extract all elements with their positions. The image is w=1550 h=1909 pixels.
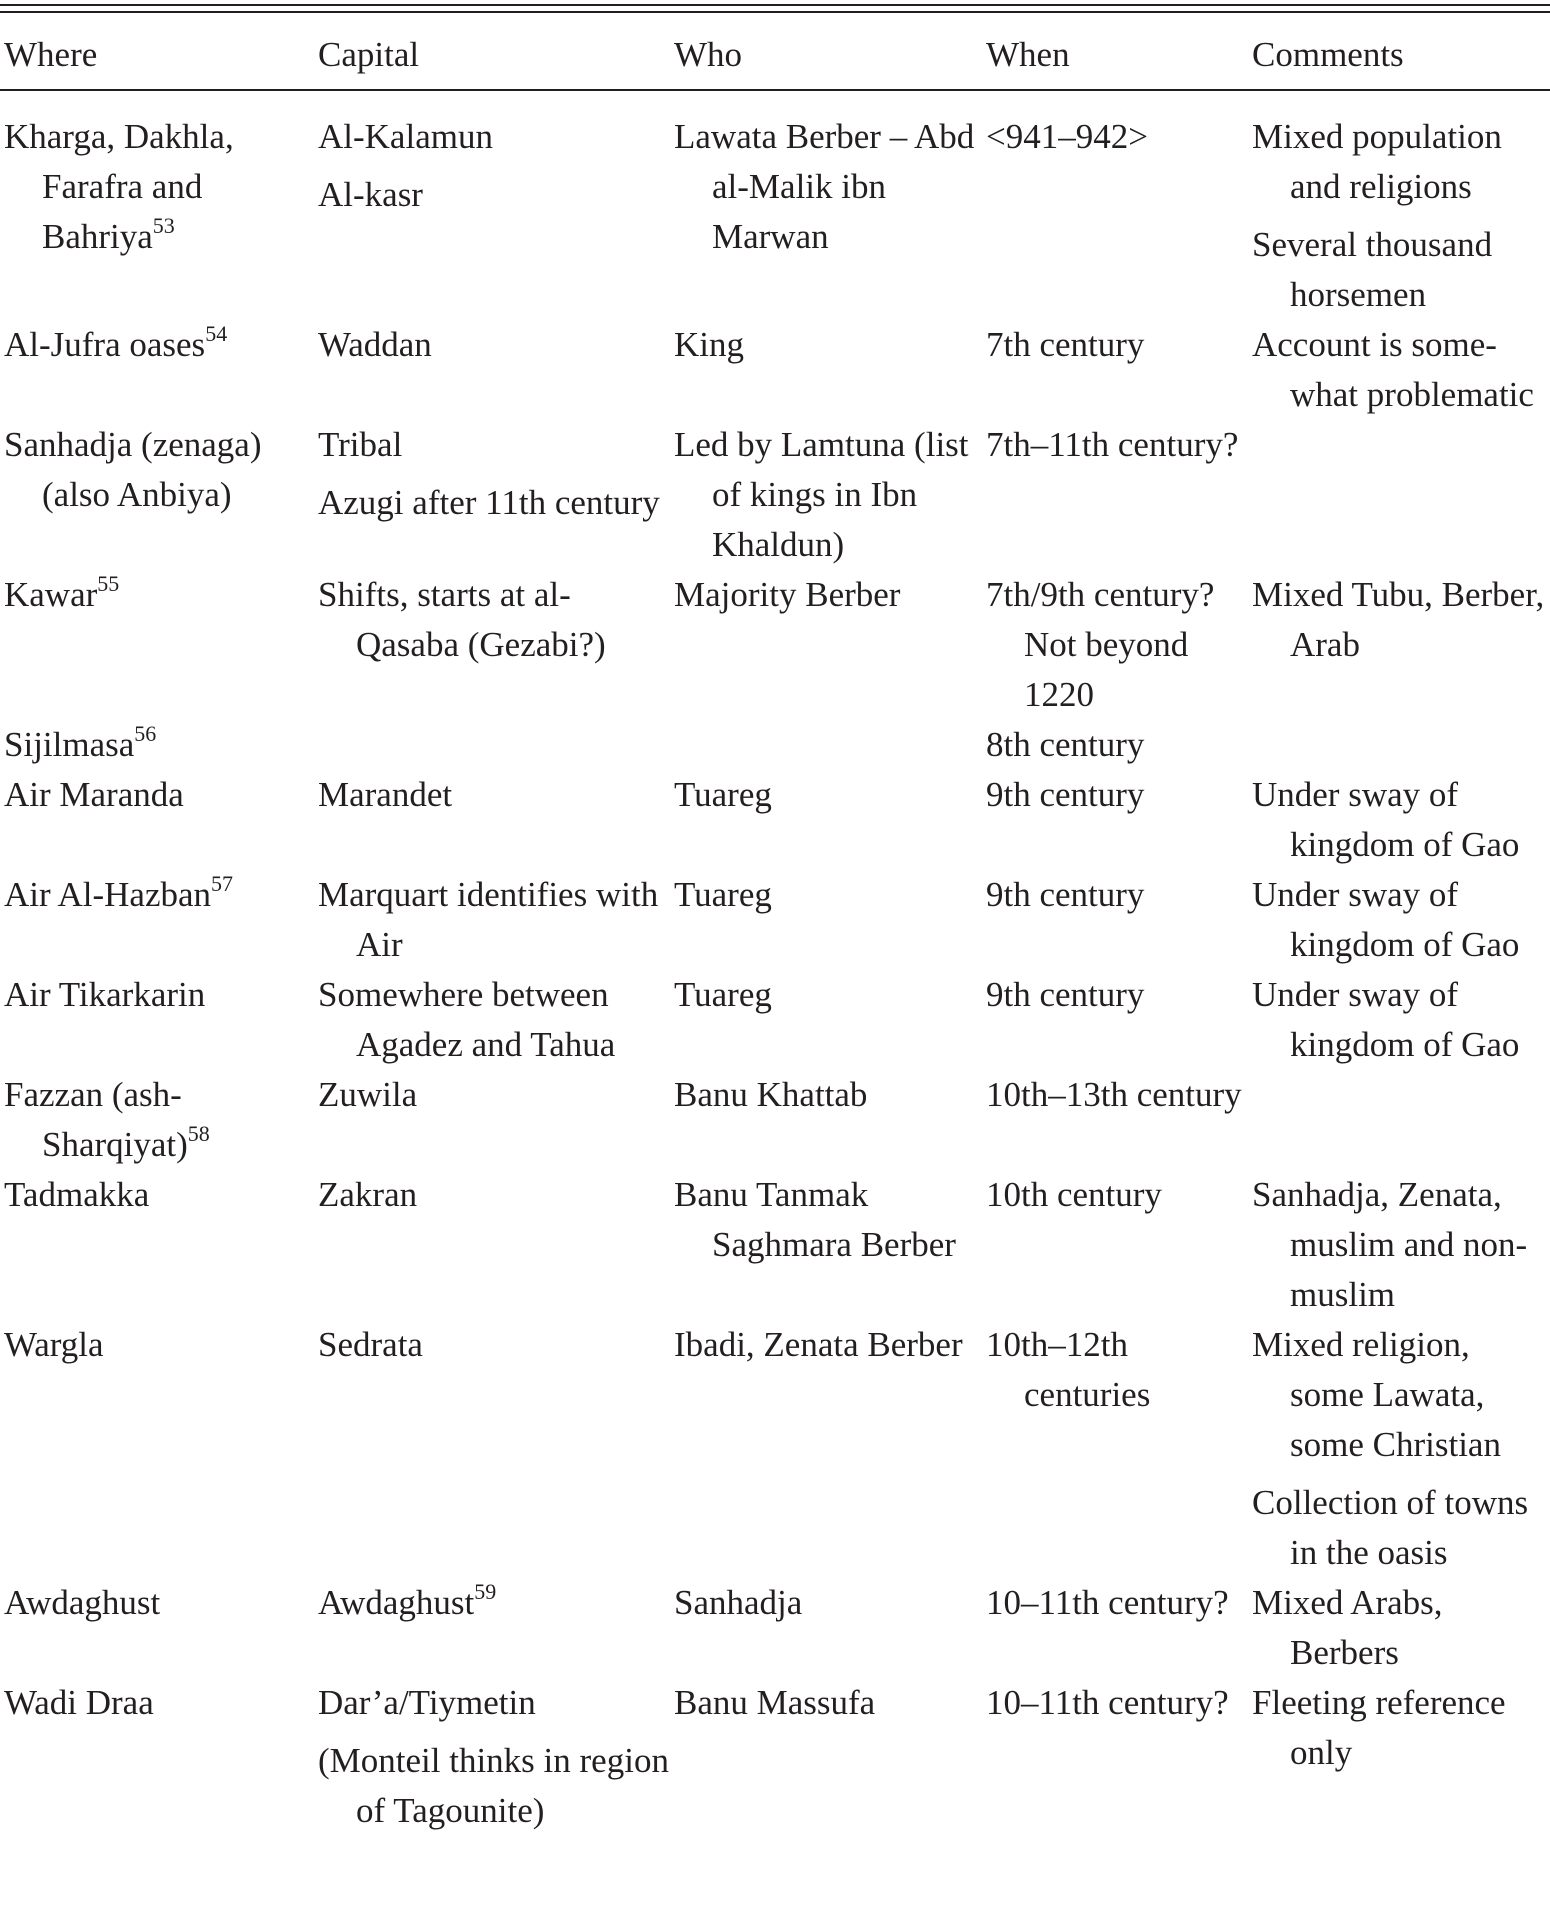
cell-text: Air Al-Hazban$^{57}$ (4, 871, 234, 914)
cell-text: 7th/9th century? Not beyond 1220 (986, 575, 1215, 714)
cell-text: Led by Lamtuna (list of kings in Ibn Khaldun) (674, 425, 969, 564)
cell-text: Sanhadja (zenaga) (also Anbiya) (4, 425, 262, 514)
cell-comments (1248, 870, 1550, 970)
cell-comments (1248, 1320, 1550, 1578)
cell-capital (314, 770, 670, 870)
table-row (0, 1170, 1550, 1320)
table-row (0, 1070, 1550, 1170)
cell-text: Kharga, Dakhla, Farafra and Bahriya$^{53}$ (4, 117, 234, 256)
cell-who (670, 970, 982, 1070)
table-row (0, 92, 1550, 320)
cell-text: 7th century (986, 325, 1145, 364)
cell-capital (314, 1678, 670, 1836)
cell-text: Mixed population and religions (1252, 117, 1502, 206)
cell-where (0, 770, 314, 870)
cell-text: <941–942> (986, 117, 1148, 156)
cell-text: 10–11th century? (986, 1683, 1229, 1722)
cell-comments (1248, 420, 1550, 570)
table-row (0, 770, 1550, 870)
cell-when (982, 1070, 1248, 1170)
cell-comments (1248, 1170, 1550, 1320)
cell-text: 9th century (986, 875, 1145, 914)
cell-capital (314, 870, 670, 970)
table-row (0, 570, 1550, 720)
cell-text: Banu Khattab (674, 1075, 868, 1114)
cell-text: Several thousand horsemen (1252, 225, 1493, 314)
cell-text: (Monteil thinks in region of Tagounite) (318, 1741, 669, 1830)
cell-where (0, 1320, 314, 1578)
cell-text: Mixed Arabs, Berbers (1252, 1583, 1443, 1672)
cell-capital (314, 420, 670, 570)
cell-capital (314, 92, 670, 320)
cell-when (982, 1320, 1248, 1578)
cell-text: King (674, 325, 744, 364)
cell-when (982, 1678, 1248, 1836)
cell-text: Al-Kalamun (318, 117, 493, 156)
cell-comments (1248, 570, 1550, 720)
cell-where (0, 92, 314, 320)
cell-text: Tuareg (674, 875, 772, 914)
table-header-row (0, 24, 1550, 92)
table-body (0, 92, 1550, 1836)
cell-comments (1248, 970, 1550, 1070)
cell-text: 10th–13th century (986, 1075, 1242, 1114)
footnote-marker[interactable]: 53 (152, 213, 175, 238)
footnote-marker[interactable]: 56 (134, 721, 157, 746)
table-row (0, 1678, 1550, 1836)
cell-text: Kawar$^{55}$ (4, 571, 120, 614)
cell-capital (314, 1578, 670, 1678)
footnote-marker[interactable]: 54 (205, 321, 228, 346)
cell-text: Dar’a/Tiymetin (318, 1683, 536, 1722)
cell-comments (1248, 1678, 1550, 1836)
footnote-marker[interactable]: 58 (187, 1121, 210, 1146)
cell-text: Waddan (318, 325, 432, 364)
cell-text: Somewhere between Agadez and Tahua (318, 975, 616, 1064)
cell-text: Zakran (318, 1175, 418, 1214)
cell-text: Under sway of kingdom of Gao (1252, 775, 1520, 864)
cell-where (0, 570, 314, 720)
cell-where (0, 1170, 314, 1320)
cell-text: Lawata Berber – Abd al-Malik ibn Marwan (674, 117, 975, 256)
cell-who (670, 1578, 982, 1678)
table-top-rule (0, 4, 1550, 6)
cell-text: Marandet (318, 775, 453, 814)
cell-text: Azugi after 11th century (318, 483, 660, 522)
cell-text: 10–11th century? (986, 1583, 1229, 1622)
cell-who (670, 92, 982, 320)
cell-text: 10th century (986, 1175, 1162, 1214)
cell-capital (314, 320, 670, 420)
cell-text: Sedrata (318, 1325, 423, 1364)
footnote-marker[interactable]: 59 (474, 1579, 497, 1604)
cell-who (670, 420, 982, 570)
cell-text: Awdaghust$^{59}$ (318, 1579, 497, 1622)
column-header-capital: Capital (318, 35, 420, 74)
cell-capital (314, 720, 670, 770)
cell-comments (1248, 1578, 1550, 1678)
cell-where (0, 1070, 314, 1170)
cell-text: Under sway of kingdom of Gao (1252, 975, 1520, 1064)
cell-where (0, 320, 314, 420)
cell-who (670, 870, 982, 970)
cell-text: Air Tikarkarin (4, 975, 206, 1014)
cell-when (982, 1578, 1248, 1678)
cell-text: Mixed religion, some Lawata, some Christian (1252, 1325, 1501, 1464)
cell-text: Shifts, starts at al-Qasaba (Gezabi?) (318, 575, 606, 664)
cell-text: Tuareg (674, 975, 772, 1014)
cell-comments (1248, 720, 1550, 770)
cell-when (982, 970, 1248, 1070)
cell-text: Majority Berber (674, 575, 901, 614)
cell-text: Sanhadja, Zenata, muslim and non-muslim (1252, 1175, 1528, 1314)
cell-text: Air Maranda (4, 775, 184, 814)
cell-who (670, 1170, 982, 1320)
cell-when (982, 1170, 1248, 1320)
table-row (0, 720, 1550, 770)
cell-text: 10th–12th centuries (986, 1325, 1151, 1414)
cell-text: Banu Massufa (674, 1683, 876, 1722)
cell-where (0, 720, 314, 770)
cell-text: Fleeting reference only (1252, 1683, 1506, 1772)
cell-when (982, 420, 1248, 570)
cell-text: Zuwila (318, 1075, 418, 1114)
table-row (0, 1320, 1550, 1578)
cell-comments (1248, 1070, 1550, 1170)
cell-when (982, 870, 1248, 970)
cell-text: Sijilmasa$^{56}$ (4, 721, 157, 764)
cell-text: Mixed Tubu, Berber, Arab (1252, 575, 1545, 664)
cell-text: Banu Tanmak Saghmara Berber (674, 1175, 956, 1264)
table-row (0, 970, 1550, 1070)
cell-who (670, 1320, 982, 1578)
cell-text: Tribal (318, 425, 403, 464)
cell-where (0, 970, 314, 1070)
table-row (0, 1578, 1550, 1678)
cell-text: Marquart identifies with Air (318, 875, 659, 964)
cell-capital (314, 1170, 670, 1320)
column-header-comments: Comments (1252, 35, 1404, 74)
cell-text: 7th–11th century? (986, 425, 1239, 464)
column-header-who: Who (674, 35, 743, 74)
cell-when (982, 320, 1248, 420)
column-header-when: When (986, 35, 1070, 74)
cell-capital (314, 1070, 670, 1170)
cell-where (0, 1578, 314, 1678)
cell-when (982, 570, 1248, 720)
cell-text: Ibadi, Zenata Berber (674, 1325, 963, 1364)
cell-text: Fazzan (ash-Sharqiyat)$^{58}$ (4, 1075, 210, 1164)
column-header-where: Where (4, 35, 98, 74)
cell-who (670, 720, 982, 770)
cell-text: 9th century (986, 975, 1145, 1014)
table-row (0, 420, 1550, 570)
cell-who (670, 1678, 982, 1836)
table-row (0, 320, 1550, 420)
cell-text: Wargla (4, 1325, 104, 1364)
cell-capital (314, 570, 670, 720)
cell-capital (314, 1320, 670, 1578)
cell-text: Awdaghust (4, 1583, 161, 1622)
cell-text: Account is some-what problematic (1252, 325, 1534, 414)
cell-where (0, 420, 314, 570)
cell-text: 8th century (986, 725, 1145, 764)
cell-text: Wadi Draa (4, 1683, 154, 1722)
cell-where (0, 1678, 314, 1836)
cell-who (670, 320, 982, 420)
cell-text: Tuareg (674, 775, 772, 814)
cell-who (670, 570, 982, 720)
cell-text: 9th century (986, 775, 1145, 814)
cell-text: Tadmakka (4, 1175, 150, 1214)
cell-text: Al-kasr (318, 175, 423, 214)
cell-who (670, 770, 982, 870)
oasis-polities-table (0, 24, 1550, 1836)
cell-who (670, 1070, 982, 1170)
cell-text: Under sway of kingdom of Gao (1252, 875, 1520, 964)
cell-text: Al-Jufra oases$^{54}$ (4, 321, 228, 364)
table-top-rule-inner (0, 11, 1550, 13)
cell-capital (314, 970, 670, 1070)
footnote-marker[interactable]: 55 (97, 571, 120, 596)
cell-where (0, 870, 314, 970)
cell-text: Collection of towns in the oasis (1252, 1483, 1529, 1572)
cell-when (982, 92, 1248, 320)
cell-comments (1248, 92, 1550, 320)
footnote-marker[interactable]: 57 (211, 871, 234, 896)
cell-when (982, 720, 1248, 770)
cell-when (982, 770, 1248, 870)
cell-text: Sanhadja (674, 1583, 803, 1622)
cell-comments (1248, 770, 1550, 870)
table-row (0, 870, 1550, 970)
cell-comments (1248, 320, 1550, 420)
